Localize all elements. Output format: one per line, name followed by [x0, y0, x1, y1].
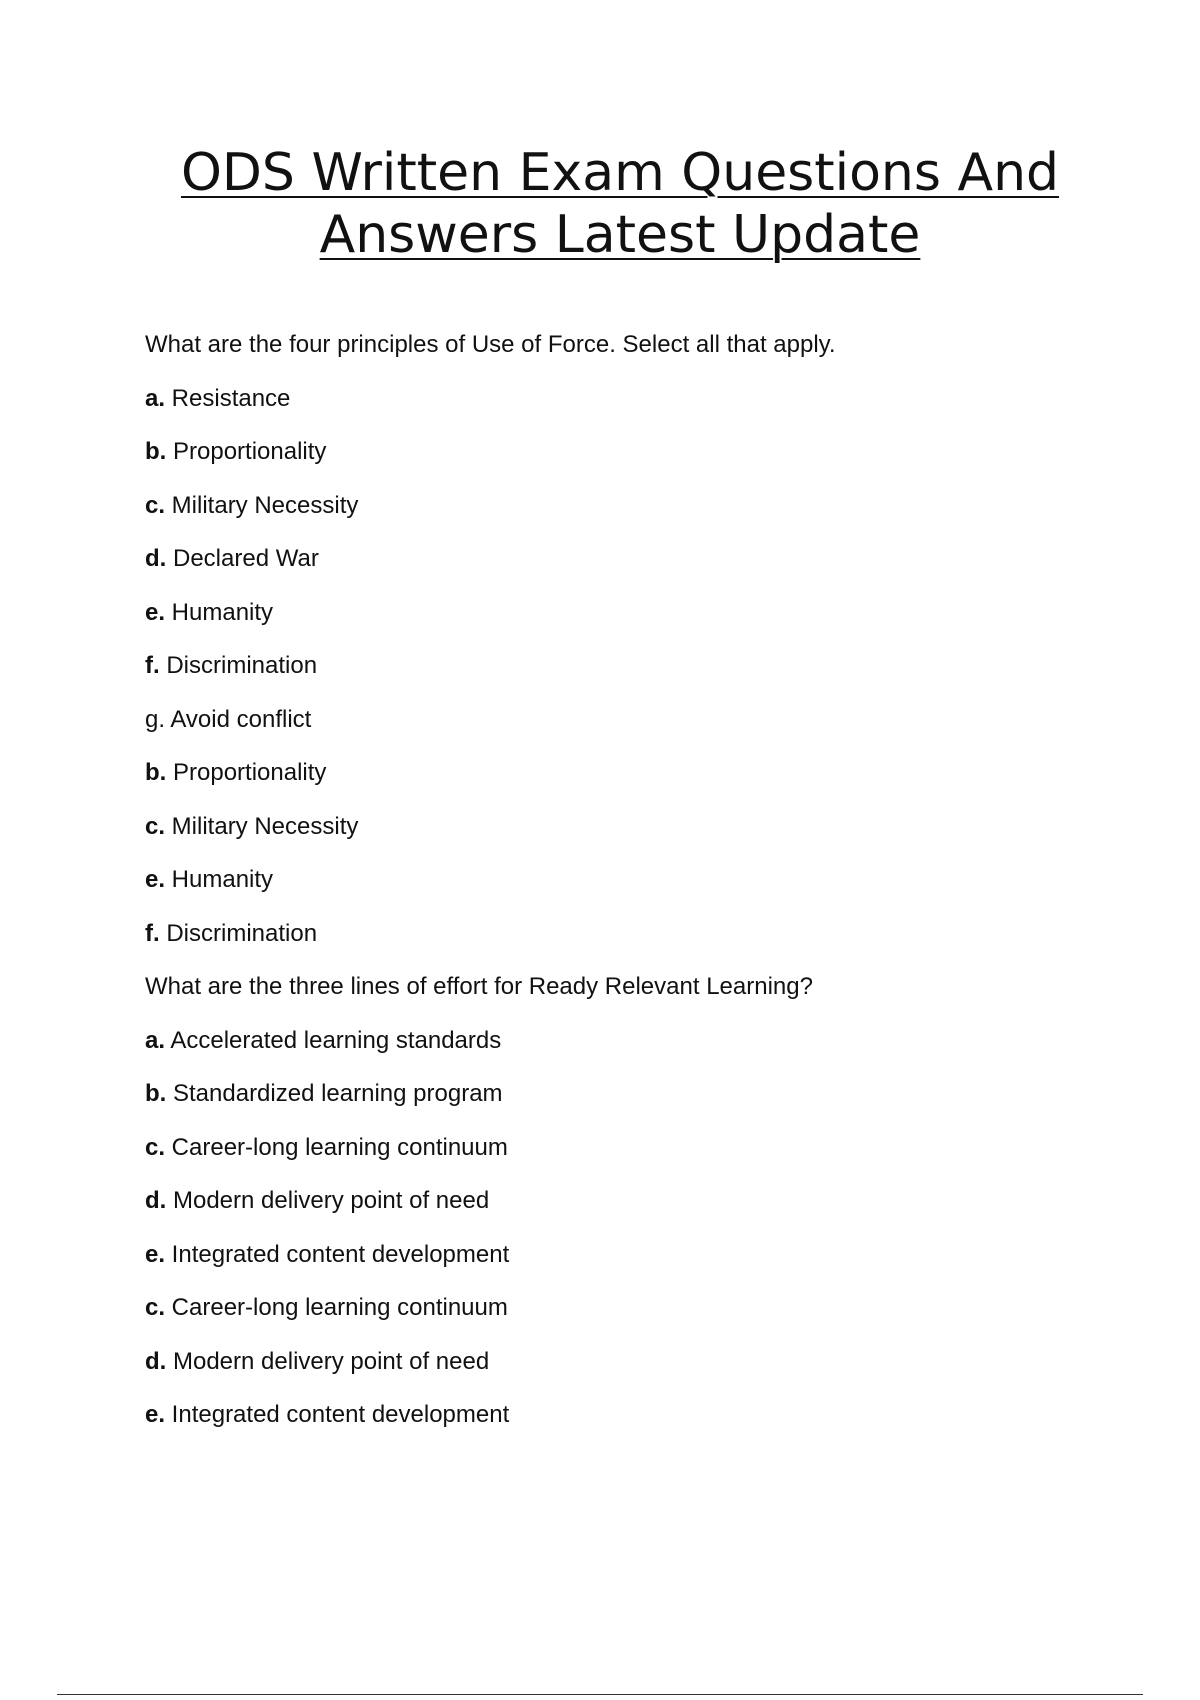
option-text: Humanity — [165, 598, 274, 626]
option-item — [145, 544, 1125, 598]
option-letter: d. — [145, 1347, 167, 1375]
option-item — [145, 1079, 1125, 1133]
answer-item — [145, 865, 1125, 919]
option-item — [145, 384, 1125, 438]
option-letter: a. — [145, 384, 166, 412]
option-letter: c. — [145, 491, 166, 519]
document-body — [145, 330, 1125, 1454]
answer-item — [145, 758, 1125, 812]
option-letter: e. — [145, 1401, 166, 1428]
option-text: Resistance — [165, 384, 291, 412]
option-item — [145, 1186, 1125, 1240]
option-text: Discrimination — [159, 652, 318, 679]
option-text: Career-long learning continuum — [165, 1133, 508, 1161]
question-text: What are the three lines of effort for Ready Relevant Learning? — [145, 973, 813, 1000]
option-letter: c. — [145, 1133, 166, 1161]
option-letter: e. — [145, 866, 166, 893]
answer-item — [145, 812, 1125, 866]
option-letter: b. — [145, 438, 167, 465]
option-text: Proportionality — [166, 438, 327, 465]
option-text: Standardized learning program — [166, 1080, 503, 1107]
answer-item — [145, 1400, 1125, 1454]
option-letter: b. — [145, 759, 167, 786]
option-letter: d. — [145, 1187, 167, 1214]
option-item — [145, 491, 1125, 545]
option-text: Accelerated learning standards — [165, 1026, 502, 1054]
option-letter: f. — [145, 652, 160, 679]
option-text: Military Necessity — [165, 812, 359, 840]
option-item — [145, 437, 1125, 491]
option-text: Discrimination — [159, 919, 318, 947]
option-letter: e. — [145, 1240, 166, 1268]
option-letter: c. — [145, 1294, 166, 1321]
title-line-2: Answers Latest Update — [319, 205, 921, 265]
option-letter: c. — [145, 812, 166, 840]
option-letter: d. — [145, 545, 167, 572]
option-letter: b. — [145, 1080, 167, 1107]
option-text: Integrated content development — [165, 1401, 510, 1428]
option-text: Career-long learning continuum — [165, 1294, 508, 1321]
option-text: Declared War — [166, 545, 319, 572]
answer-item — [145, 919, 1125, 973]
option-letter: g. — [145, 705, 166, 733]
option-letter: e. — [145, 598, 166, 626]
option-text: Modern delivery point of need — [166, 1187, 490, 1214]
option-item — [145, 1133, 1125, 1187]
option-item — [145, 1240, 1125, 1294]
option-letter: f. — [145, 919, 160, 947]
option-text: Integrated content development — [165, 1240, 510, 1268]
option-text: Avoid conflict — [165, 705, 312, 733]
question-text: What are the four principles of Use of Force. Select all that apply. — [145, 331, 836, 358]
option-item — [145, 705, 1125, 759]
option-text: Modern delivery point of need — [166, 1347, 490, 1375]
title-line-1: ODS Written Exam Questions And — [180, 143, 1060, 203]
answer-item — [145, 1347, 1125, 1401]
option-letter: a. — [145, 1026, 166, 1054]
option-text: Military Necessity — [165, 491, 359, 519]
option-item — [145, 651, 1125, 705]
option-text: Humanity — [165, 866, 274, 893]
answer-item — [145, 1293, 1125, 1347]
option-item — [145, 1026, 1125, 1080]
option-item — [145, 598, 1125, 652]
page-title — [100, 142, 1140, 266]
footer-divider — [57, 1694, 1143, 1695]
option-text: Proportionality — [166, 759, 327, 786]
